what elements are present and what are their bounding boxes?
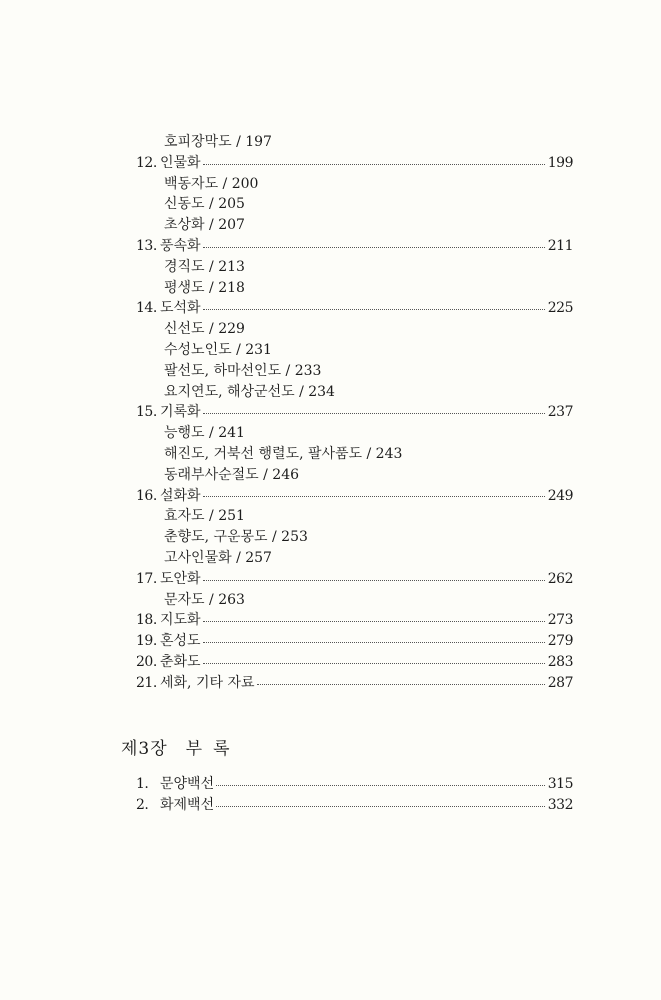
toc-entry-page: 225 [547,300,573,317]
toc-entry-title: 기록화 [160,404,201,421]
toc-entry-page: 273 [547,612,573,629]
dot-leader [257,683,545,685]
toc-entry [136,486,573,507]
toc-subentry: 호피장막도 / 197 [164,134,272,150]
toc-subentry: 고사인물화 / 257 [164,549,272,566]
toc-entry-number: 16. [136,487,157,504]
toc-subentry: 팔선도, 하마선인도 / 233 [164,362,322,379]
toc-entry-number: 20. [136,653,157,670]
toc-entry [136,153,573,174]
toc-entry-page: 315 [547,776,573,792]
toc-entry [136,236,573,257]
toc-entry [136,774,573,795]
toc-entry-page: 249 [547,487,573,504]
dot-leader [203,495,545,497]
toc-entry-number: 19. [136,633,157,650]
toc-subentry: 평생도 / 218 [164,279,245,296]
toc-entry-page: 279 [547,633,573,650]
toc-entry-page: 332 [547,796,573,813]
chapter-title-part-1: 부 [185,739,204,759]
toc-subentry: 경직도 / 213 [164,258,245,275]
toc-entry [136,673,573,694]
toc-subentry: 능행도 / 241 [164,425,245,442]
toc-subentry: 문자도 / 263 [164,591,245,608]
toc-entry [136,631,573,652]
toc-entry-title: 인물화 [160,154,201,171]
toc-subentry: 효자도 / 251 [164,508,245,525]
dot-leader [203,579,545,581]
toc-subentry: 동래부사순절도 / 246 [164,466,300,483]
table-of-contents [136,132,573,694]
dot-leader [203,662,545,664]
dot-leader [203,163,545,165]
toc-entry-number: 15. [136,404,157,421]
dot-leader [216,784,545,786]
toc-subentry: 해진도, 거북선 행렬도, 팔사품도 / 243 [164,445,403,462]
toc-entry [136,402,573,423]
chapter-label: 제3장 [121,739,168,759]
toc-entry-number: 12. [136,154,157,171]
toc-entry [136,652,573,673]
toc-entry-number: 18. [136,612,157,629]
toc-subentry: 신선도 / 229 [164,321,245,338]
toc-entry [136,298,573,319]
toc-subentry: 신동도 / 205 [164,196,245,213]
toc-entry-title: 화제백선 [160,796,215,813]
toc-entry-page: 262 [547,570,573,587]
toc-subentry: 춘향도, 구운몽도 / 253 [164,529,308,546]
toc-entry-number: 17. [136,570,157,587]
toc-entry-number: 21. [136,674,157,691]
toc-subentry: 백동자도 / 200 [164,175,259,192]
toc-subentry: 요지연도, 해상군선도 / 234 [164,383,335,400]
toc-entry-number: 2. [136,796,149,813]
toc-entry-title: 풍속화 [160,237,201,254]
toc-entry-title: 문양백선 [160,776,215,792]
dot-leader [203,412,545,414]
toc-entry-page: 199 [547,154,573,171]
toc-entry-title: 도안화 [160,570,201,587]
section-heading [121,734,231,759]
toc-entry [136,795,573,816]
toc-entry-title: 설화화 [160,487,201,504]
dot-leader [216,805,545,807]
appendix-contents [136,774,573,816]
toc-entry-title: 지도화 [160,612,201,629]
dot-leader [203,620,545,622]
toc-entry-page: 237 [547,404,573,421]
toc-entry-title: 혼성도 [160,633,201,650]
dot-leader [203,246,545,248]
toc-entry-title: 도석화 [160,300,201,317]
toc-entry [136,610,573,631]
toc-entry-page: 211 [547,237,573,254]
toc-subentry: 수성노인도 / 231 [164,341,272,358]
toc-entry-number: 1. [136,776,149,792]
toc-entry-number: 14. [136,300,157,317]
toc-entry-number: 13. [136,237,157,254]
chapter-title-part-2: 록 [213,739,231,759]
dot-leader [203,641,545,643]
dot-leader [203,308,545,310]
toc-entry-page: 283 [547,653,573,670]
toc-entry-page: 287 [547,674,573,691]
toc-entry-title: 춘화도 [160,653,201,670]
toc-subentry: 초상화 / 207 [164,217,245,234]
toc-entry [136,569,573,590]
toc-entry-title: 세화, 기타 자료 [160,674,255,691]
